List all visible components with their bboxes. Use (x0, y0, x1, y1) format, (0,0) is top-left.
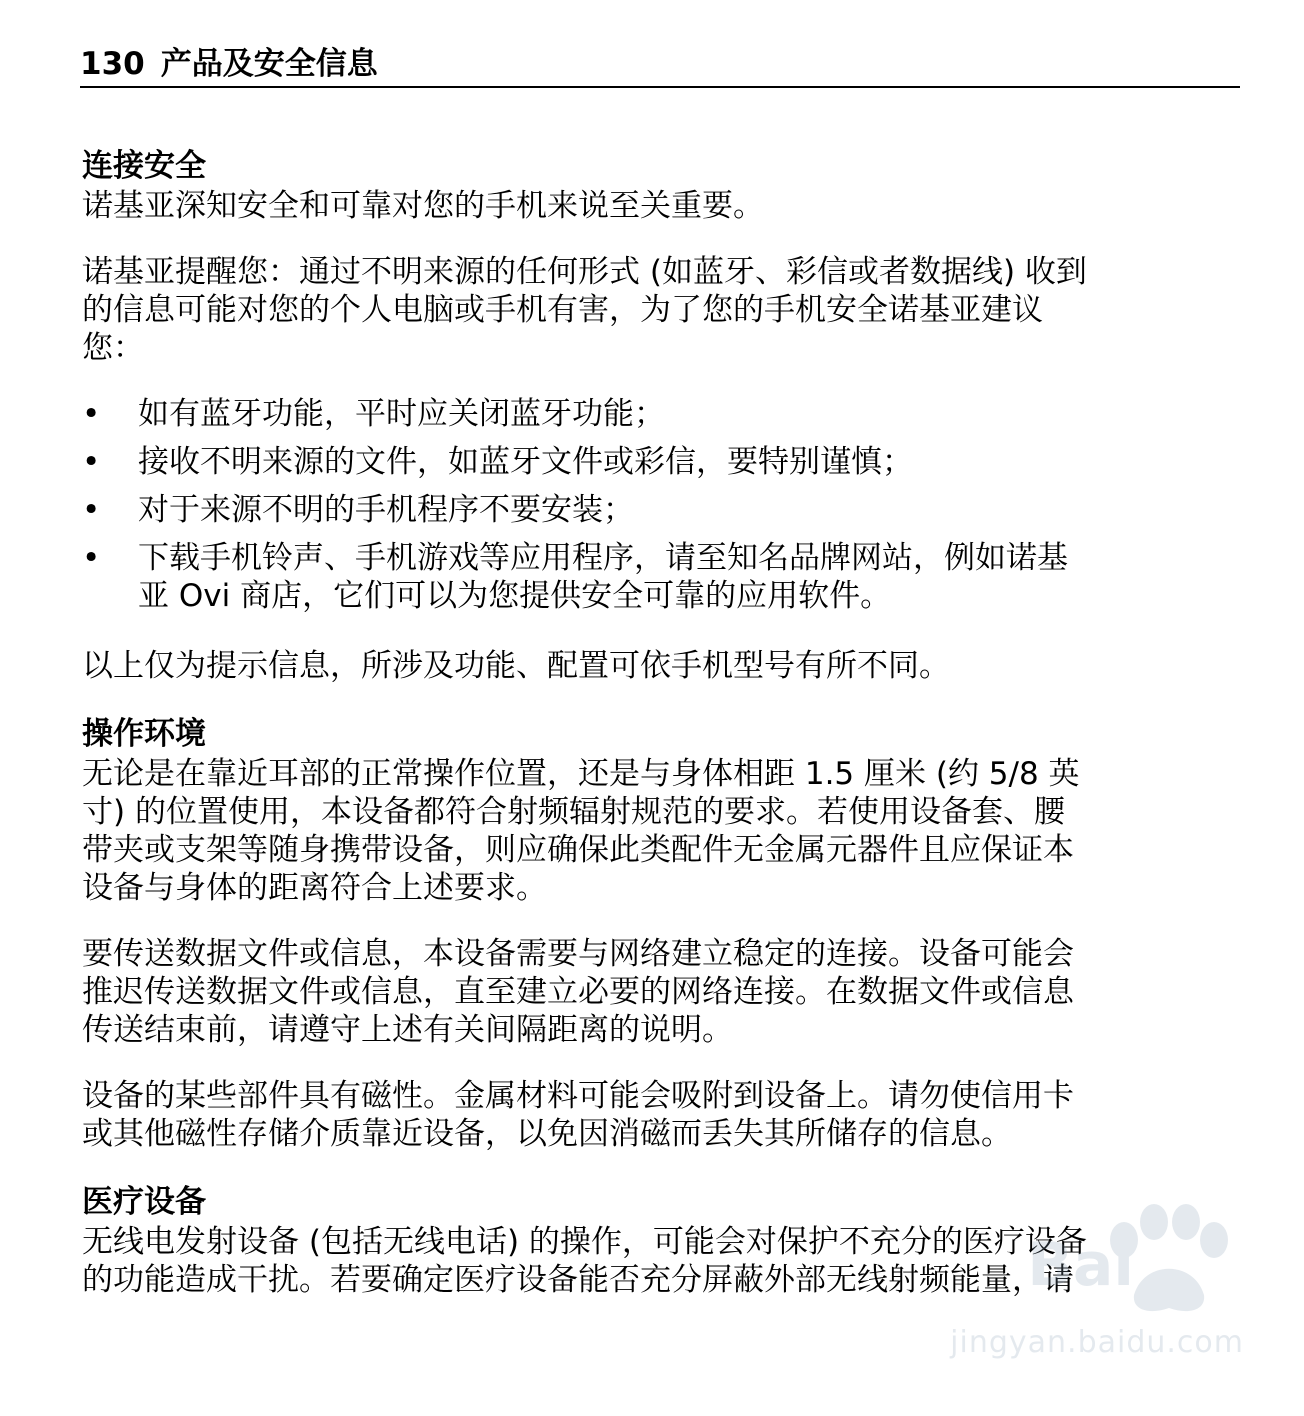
paragraph (82, 935, 1232, 1049)
section-heading: 操作环境 (82, 716, 206, 752)
paragraph (82, 1223, 1232, 1299)
list-item (82, 491, 1232, 529)
paragraph-line: 您： (82, 330, 144, 366)
section-heading: 医疗设备 (82, 1184, 206, 1220)
list-item-line: 亚 Ovi 商店，它们可以为您提供安全可靠的应用软件。 (138, 578, 892, 614)
paragraph-line: 或其他磁性存储介质靠近设备，以免因消磁而丢失其所储存的信息。 (82, 1116, 1012, 1152)
paragraph-line: 无线电发射设备 (包括无线电话) 的操作，可能会对保护不充分的医疗设备 (82, 1224, 1087, 1260)
paragraph: 诺基亚深知安全和可靠对您的手机来说至关重要。 (82, 188, 764, 224)
page-header (80, 44, 1240, 88)
paragraph-line: 要传送数据文件或信息，本设备需要与网络建立稳定的连接。设备可能会 (82, 936, 1074, 972)
bullet-icon: • (82, 444, 101, 480)
paragraph-line: 无论是在靠近耳部的正常操作位置，还是与身体相距 1.5 厘米 (约 5/8 英 (82, 756, 1080, 792)
list-item-line: 接收不明来源的文件，如蓝牙文件或彩信，要特别谨慎； (138, 444, 913, 480)
paragraph-line: 推迟传送数据文件或信息，直至建立必要的网络连接。在数据文件或信息 (82, 974, 1074, 1010)
list-item (82, 443, 1232, 481)
list-item (82, 395, 1232, 433)
header-text (80, 44, 1240, 84)
paragraph-line: 寸) 的位置使用，本设备都符合射频辐射规范的要求。若使用设备套、腰 (82, 794, 1065, 830)
paragraph-line: 带夹或支架等随身携带设备，则应确保此类配件无金属元器件且应保证本 (82, 832, 1074, 868)
paragraph-line: 诺基亚提醒您：通过不明来源的任何形式 (如蓝牙、彩信或者数据线) 收到 (82, 254, 1087, 290)
bullet-icon: • (82, 396, 101, 432)
watermark-url: jingyan.baidu.com (950, 1325, 1244, 1360)
section-medical (82, 1181, 1232, 1299)
list-item-line: 对于来源不明的手机程序不要安装； (138, 492, 634, 528)
list-item (82, 539, 1232, 615)
paragraph (82, 1077, 1232, 1153)
page-number: 130 (80, 46, 145, 82)
paragraph-line: 的功能造成干扰。若要确定医疗设备能否充分屏蔽外部无线射频能量，请 (82, 1262, 1074, 1298)
bullet-icon: • (82, 540, 101, 576)
section-connectivity (82, 145, 1232, 685)
paragraph-line: 设备与身体的距离符合上述要求。 (82, 870, 547, 906)
paragraph (82, 755, 1232, 907)
list-item-line: 下载手机铃声、手机游戏等应用程序，请至知名品牌网站，例如诺基 (138, 540, 1068, 576)
header-title: 产品及安全信息 (160, 46, 378, 82)
watermark-brand: Bai (1027, 1230, 1134, 1300)
list-item-line: 如有蓝牙功能，平时应关闭蓝牙功能； (138, 396, 665, 432)
bullet-list (82, 395, 1232, 615)
section-heading: 连接安全 (82, 148, 206, 184)
bullet-icon: • (82, 492, 101, 528)
section-environment (82, 713, 1232, 1153)
paragraph-line: 设备的某些部件具有磁性。金属材料可能会吸附到设备上。请勿使信用卡 (82, 1078, 1074, 1114)
paragraph-line: 的信息可能对您的个人电脑或手机有害，为了您的手机安全诺基亚建议 (82, 292, 1043, 328)
paragraph (82, 253, 1232, 367)
paragraph: 以上仅为提示信息，所涉及功能、配置可依手机型号有所不同。 (82, 648, 950, 684)
page-content (82, 145, 1232, 1299)
paragraph-line: 传送结束前，请遵守上述有关间隔距离的说明。 (82, 1012, 733, 1048)
